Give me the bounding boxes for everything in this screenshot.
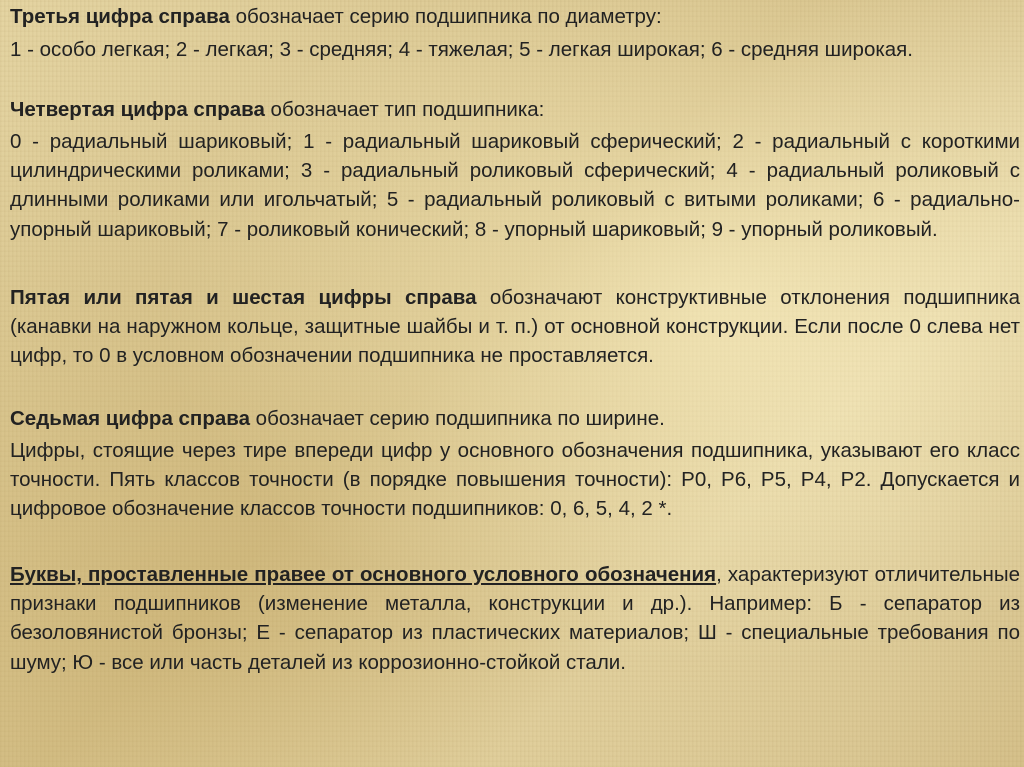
paragraph-fifth-sixth-digit — [10, 283, 1020, 371]
term-fourth-digit: Четвертая цифра справа — [10, 98, 265, 121]
desc-fifth-sixth-digit: обозначают конструктивные отклонения подшипника (канавки на наружном кольце, защитные шайбы и т. п.) от основной конструкции. Если после 0 слева нет цифр, то 0 в условном обозначении подшипника не проставляется. — [10, 286, 1020, 368]
paragraph-fourth-digit — [10, 95, 1020, 124]
desc-third-digit: обозначает серию подшипника по диаметру: — [229, 5, 662, 28]
desc-accuracy-class: Цифры, стоящие через тире впереди цифр у основного обозначения подшипника, указывают его класс точности. Пять классов точности (в порядке повышения точности): Р0, Р6, Р5, Р4, Р2. Допускается и цифровое обозначение классов точности подшипников: 0, 6, 5, 4, 2 *. — [10, 439, 1020, 521]
list-diameter-series: 1 - особо легкая; 2 - легкая; 3 - средняя; 4 - тяжелая; 5 - легкая широкая; 6 - средняя широкая. — [10, 38, 913, 61]
desc-letters-suffix: , характеризуют отличительные признаки подшипников (изменение металла, конструкции и др.). Например: Б - сепаратор из безоловянистой бронзы; Е - сепаратор из пластических материалов; Ш - специальные требования по шуму; Ю - все или часть деталей из коррозионно-стойкой стали. — [10, 563, 1020, 674]
term-seventh-digit: Седьмая цифра справа — [10, 407, 250, 430]
paragraph-third-digit — [10, 2, 1020, 31]
desc-fourth-digit: обозначает тип подшипника: — [264, 98, 545, 121]
term-letters-suffix: Буквы, проставленные правее от основного условного обозначения — [10, 563, 717, 586]
paragraph-seventh-digit — [10, 404, 1020, 433]
desc-seventh-digit: обозначает серию подшипника по ширине. — [249, 407, 665, 430]
term-third-digit: Третья цифра справа — [10, 5, 230, 28]
paragraph-diameter-series — [10, 35, 1020, 64]
paragraph-accuracy-class — [10, 436, 1020, 524]
list-bearing-types: 0 - радиальный шариковый; 1 - радиальный шариковый сферический; 2 - радиальный с короткими цилиндрическими роликами; 3 - радиальный роликовый сферический; 4 - радиальный роликовый с длинными роликами или игольчатый; 5 - радиальный роликовый с витыми роликами; 6 - радиально-упорный шариковый; 7 - роликовый конический; 8 - упорный шариковый; 9 - упорный роликовый. — [10, 130, 1020, 241]
paragraph-bearing-types — [10, 127, 1020, 244]
slide-text-area — [10, 0, 1020, 767]
term-fifth-sixth-digit: Пятая или пятая и шестая цифры справа — [10, 286, 477, 309]
paragraph-letters-suffix — [10, 560, 1020, 677]
